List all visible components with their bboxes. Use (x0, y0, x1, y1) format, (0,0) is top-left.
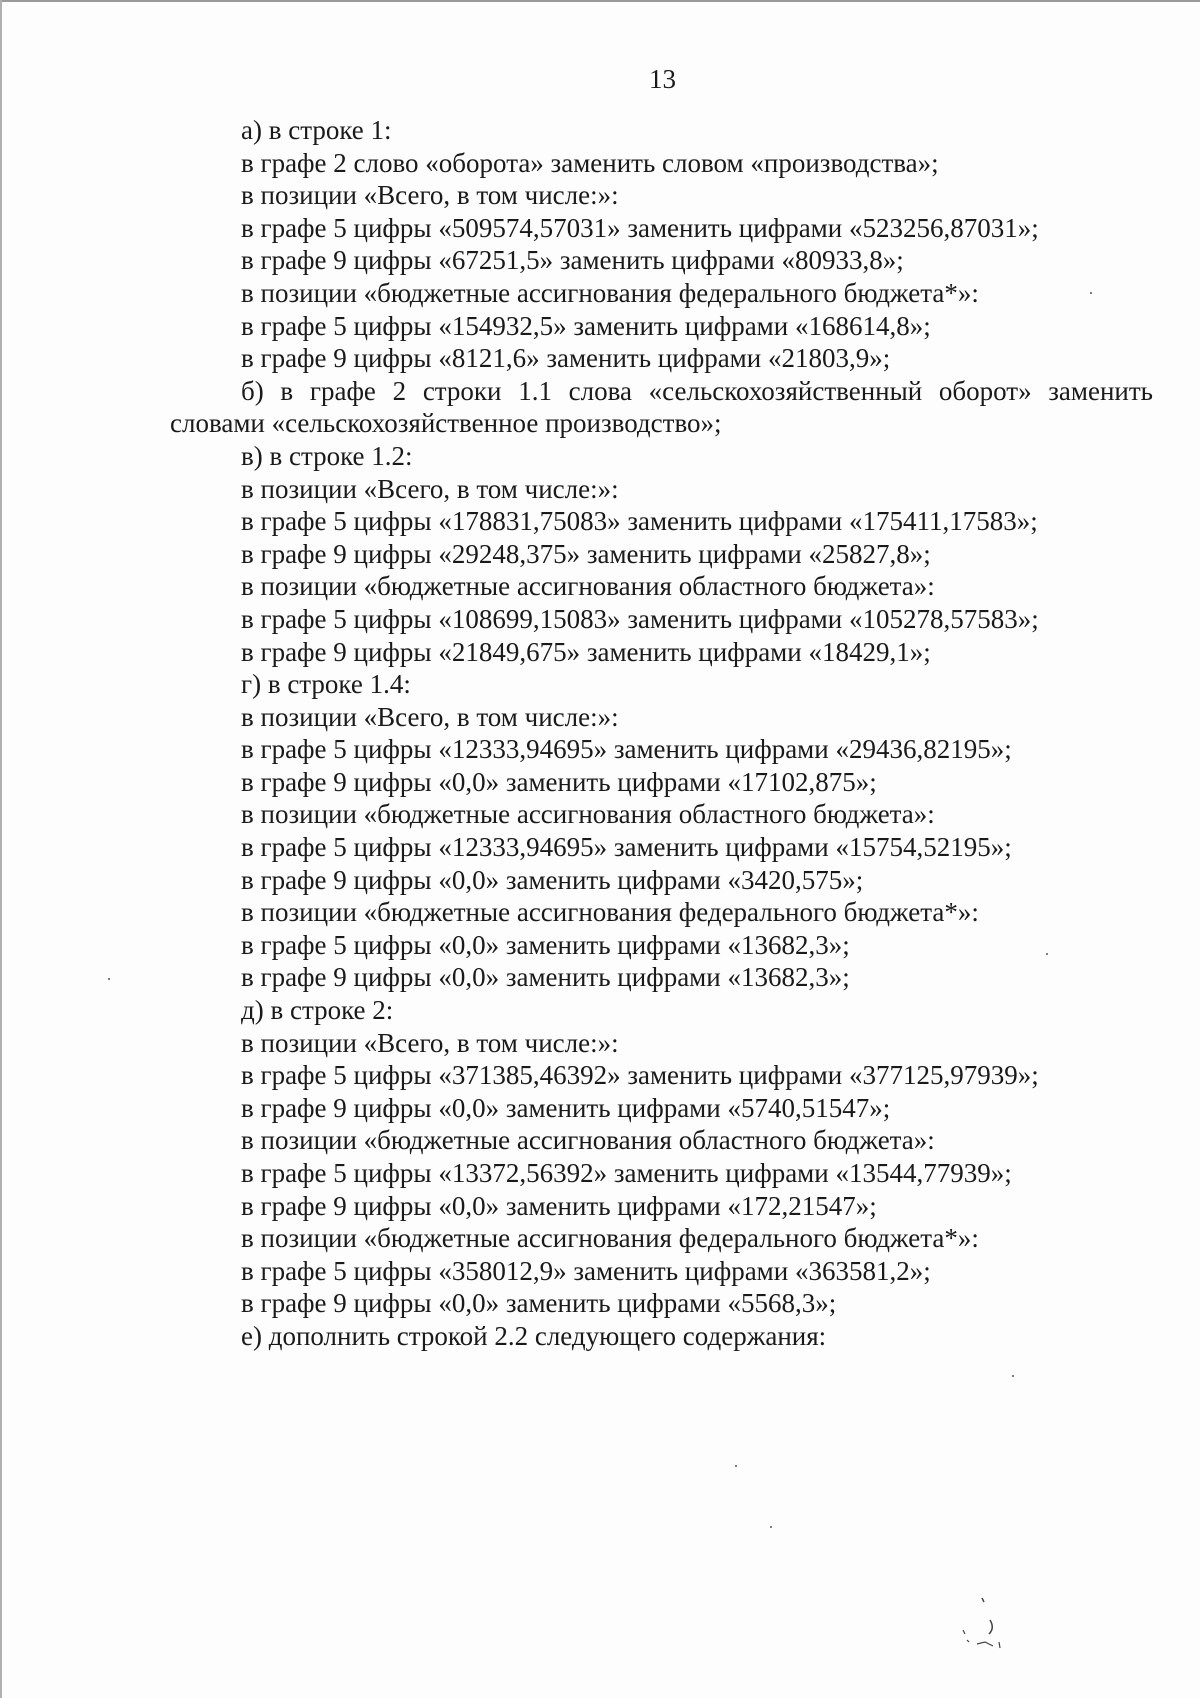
text-line: в графе 5 цифры «358012,9» заменить цифрами «363581,2»; (241, 1255, 931, 1286)
page-number: 13 (649, 64, 676, 94)
text-line: в позиции «бюджетные ассигнования федерального бюджета*»: (241, 277, 979, 308)
text-line: в графе 2 слово «оборота» заменить словом «производства»; (241, 147, 939, 178)
text-line: словами «сельскохозяйственное производство»; (170, 408, 722, 439)
text-line: в графе 5 цифры «108699,15083» заменить цифрами «105278,57583»; (241, 603, 1039, 634)
text-line: в графе 9 цифры «8121,6» заменить цифрами «21803,9»; (241, 343, 891, 374)
ink-mark (955, 1590, 1015, 1660)
scan-speck (770, 1526, 772, 1528)
scan-speck (1090, 292, 1092, 294)
scan-speck (108, 978, 110, 980)
text-line: в графе 5 цифры «12333,94695» заменить цифрами «15754,52195»; (241, 832, 1012, 863)
text-line: в графе 9 цифры «29248,375» заменить цифрами «25827,8»; (241, 538, 931, 569)
text-line: в позиции «Всего, в том числе:»: (241, 701, 619, 732)
document-body (170, 114, 1153, 1353)
scan-speck (1012, 1375, 1014, 1377)
text-line: г) в строке 1.4: (241, 669, 411, 700)
text-line: в графе 9 цифры «0,0» заменить цифрами «3420,575»; (241, 864, 864, 895)
text-line: в графе 9 цифры «0,0» заменить цифрами «5568,3»; (241, 1288, 837, 1319)
text-line: в графе 9 цифры «0,0» заменить цифрами «17102,875»; (241, 766, 877, 797)
text-line: в графе 5 цифры «0,0» заменить цифрами «13682,3»; (241, 929, 850, 960)
text-line: в графе 5 цифры «509574,57031» заменить цифрами «523256,87031»; (241, 212, 1039, 243)
text-line: д) в строке 2: (241, 995, 394, 1026)
text-line: в позиции «Всего, в том числе:»: (241, 1027, 619, 1058)
text-line: в позиции «Всего, в том числе:»: (241, 473, 619, 504)
text-line: в графе 9 цифры «67251,5» заменить цифрами «80933,8»; (241, 245, 904, 276)
text-line: в позиции «бюджетные ассигнования областного бюджета»: (241, 571, 935, 602)
text-line: в графе 5 цифры «154932,5» заменить цифрами «168614,8»; (241, 310, 931, 341)
text-line: в позиции «бюджетные ассигнования областного бюджета»: (241, 799, 935, 830)
text-line: а) в строке 1: (241, 115, 392, 145)
scan-edge-left (0, 0, 2, 1698)
text-line: в графе 5 цифры «178831,75083» заменить цифрами «175411,17583»; (241, 506, 1038, 537)
text-line: в графе 9 цифры «0,0» заменить цифрами «172,21547»; (241, 1190, 877, 1221)
text-line: в графе 9 цифры «0,0» заменить цифрами «13682,3»; (241, 962, 850, 993)
text-line: в графе 5 цифры «371385,46392» заменить цифрами «377125,97939»; (241, 1060, 1039, 1091)
text-line: е) дополнить строкой 2.2 следующего содержания: (241, 1320, 827, 1351)
scan-edge-top (0, 0, 1200, 2)
text-line: в позиции «бюджетные ассигнования областного бюджета»: (241, 1125, 935, 1156)
text-line: в позиции «бюджетные ассигнования федерального бюджета*»: (241, 1223, 979, 1254)
scan-speck (1046, 953, 1048, 955)
text-line: в позиции «бюджетные ассигнования федерального бюджета*»: (241, 897, 979, 928)
text-line: в графе 5 цифры «13372,56392» заменить цифрами «13544,77939»; (241, 1158, 1012, 1188)
text-line: в) в строке 1.2: (241, 440, 413, 471)
text-line: в позиции «Всего, в том числе:»: (241, 180, 619, 211)
text-line: в графе 9 цифры «0,0» заменить цифрами «5740,51547»; (241, 1092, 891, 1123)
text-line: в графе 5 цифры «12333,94695» заменить цифрами «29436,82195»; (241, 734, 1012, 765)
scan-speck (735, 1465, 737, 1467)
text-line: б) в графе 2 строки 1.1 слова «сельскохозяйственный оборот» заменить (241, 375, 1153, 406)
text-line: в графе 9 цифры «21849,675» заменить цифрами «18429,1»; (241, 636, 931, 667)
